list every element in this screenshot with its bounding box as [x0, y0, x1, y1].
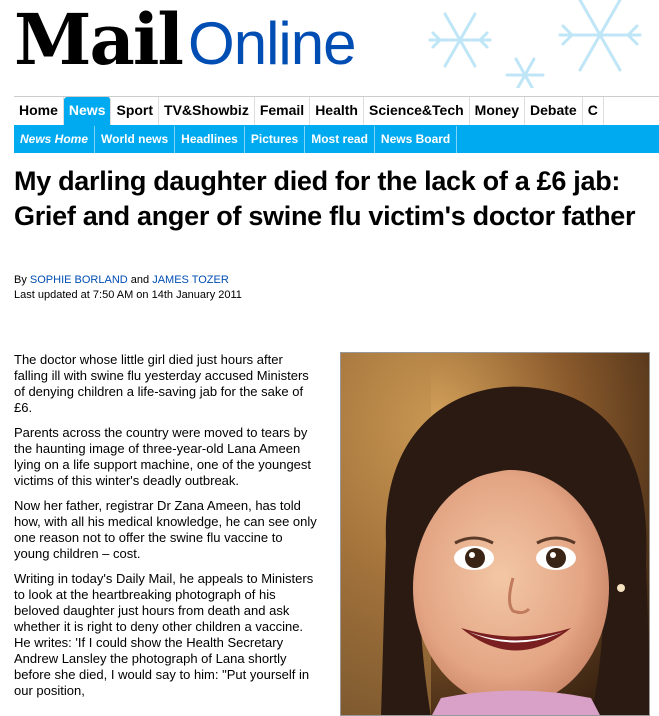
article-photo	[340, 352, 650, 716]
article-paragraph: Now her father, registrar Dr Zana Ameen, has told how, with all his medical knowledge, he can see only one reason not to offer the swine flu vaccine to young children – cost.	[14, 498, 317, 561]
main-nav	[14, 96, 659, 128]
article-body	[14, 352, 320, 708]
nav-health[interactable]: Health	[310, 97, 364, 125]
subnav-most-read[interactable]: Most read	[305, 126, 375, 153]
nav-home[interactable]: Home	[14, 97, 64, 125]
nav-news[interactable]: News	[64, 97, 112, 125]
subnav-news-home[interactable]: News Home	[14, 126, 95, 153]
article-paragraph: Writing in today's Daily Mail, he appeals to Ministers to look at the heartbreaking photograph of his beloved daughter just hours from death and ask whether it is right to deny other children a vaccine. He writes: 'If I could show the Health Secretary Andrew Lansley the photograph of Lana shortly before she died, I would say to him: "Put yourself in our position,	[14, 571, 314, 698]
author-link-james-tozer[interactable]: JAMES TOZER	[152, 274, 229, 286]
byline-and: and	[130, 274, 150, 286]
nav-truncated-item[interactable]: C	[583, 97, 604, 125]
logo-online-text: Online	[188, 10, 356, 77]
nav-tv-showbiz[interactable]: TV&Showbiz	[159, 97, 255, 125]
photo-girl-smiling	[341, 353, 650, 716]
subnav-pictures[interactable]: Pictures	[245, 126, 305, 153]
nav-sport[interactable]: Sport	[111, 97, 159, 125]
mailonline-logo[interactable]	[14, 0, 355, 81]
byline	[14, 273, 242, 303]
nav-science-tech[interactable]: Science&Tech	[364, 97, 470, 125]
snowflake-decoration	[400, 0, 659, 88]
subnav-world-news[interactable]: World news	[95, 126, 175, 153]
article-paragraph: Parents across the country were moved to tears by the haunting image of three-year-old Lana Ameen lying on a life support machine, one of the youngest victims of this winter's deadly outbreak.	[14, 425, 312, 488]
subnav-news-board[interactable]: News Board	[375, 126, 457, 153]
nav-money[interactable]: Money	[470, 97, 525, 125]
article-headline: My darling daughter died for the lack of a £6 jab: Grief and anger of swine flu victim's doctor father	[14, 166, 636, 231]
logo-mail-text: Mail	[14, 0, 183, 81]
article-paragraph: The doctor whose little girl died just hours after falling ill with swine flu yesterday accused Ministers of denying children a life-saving jab for the sake of £6.	[14, 352, 309, 415]
nav-femail[interactable]: Femail	[255, 97, 310, 125]
masthead	[0, 0, 659, 88]
news-subnav	[14, 126, 659, 153]
byline-prefix: By	[14, 274, 27, 286]
author-link-sophie-borland[interactable]: SOPHIE BORLAND	[29, 274, 128, 286]
nav-debate[interactable]: Debate	[525, 97, 583, 125]
subnav-headlines[interactable]: Headlines	[175, 126, 245, 153]
last-updated-timestamp: Last updated at 7:50 AM on 14th January 2011	[14, 289, 242, 301]
